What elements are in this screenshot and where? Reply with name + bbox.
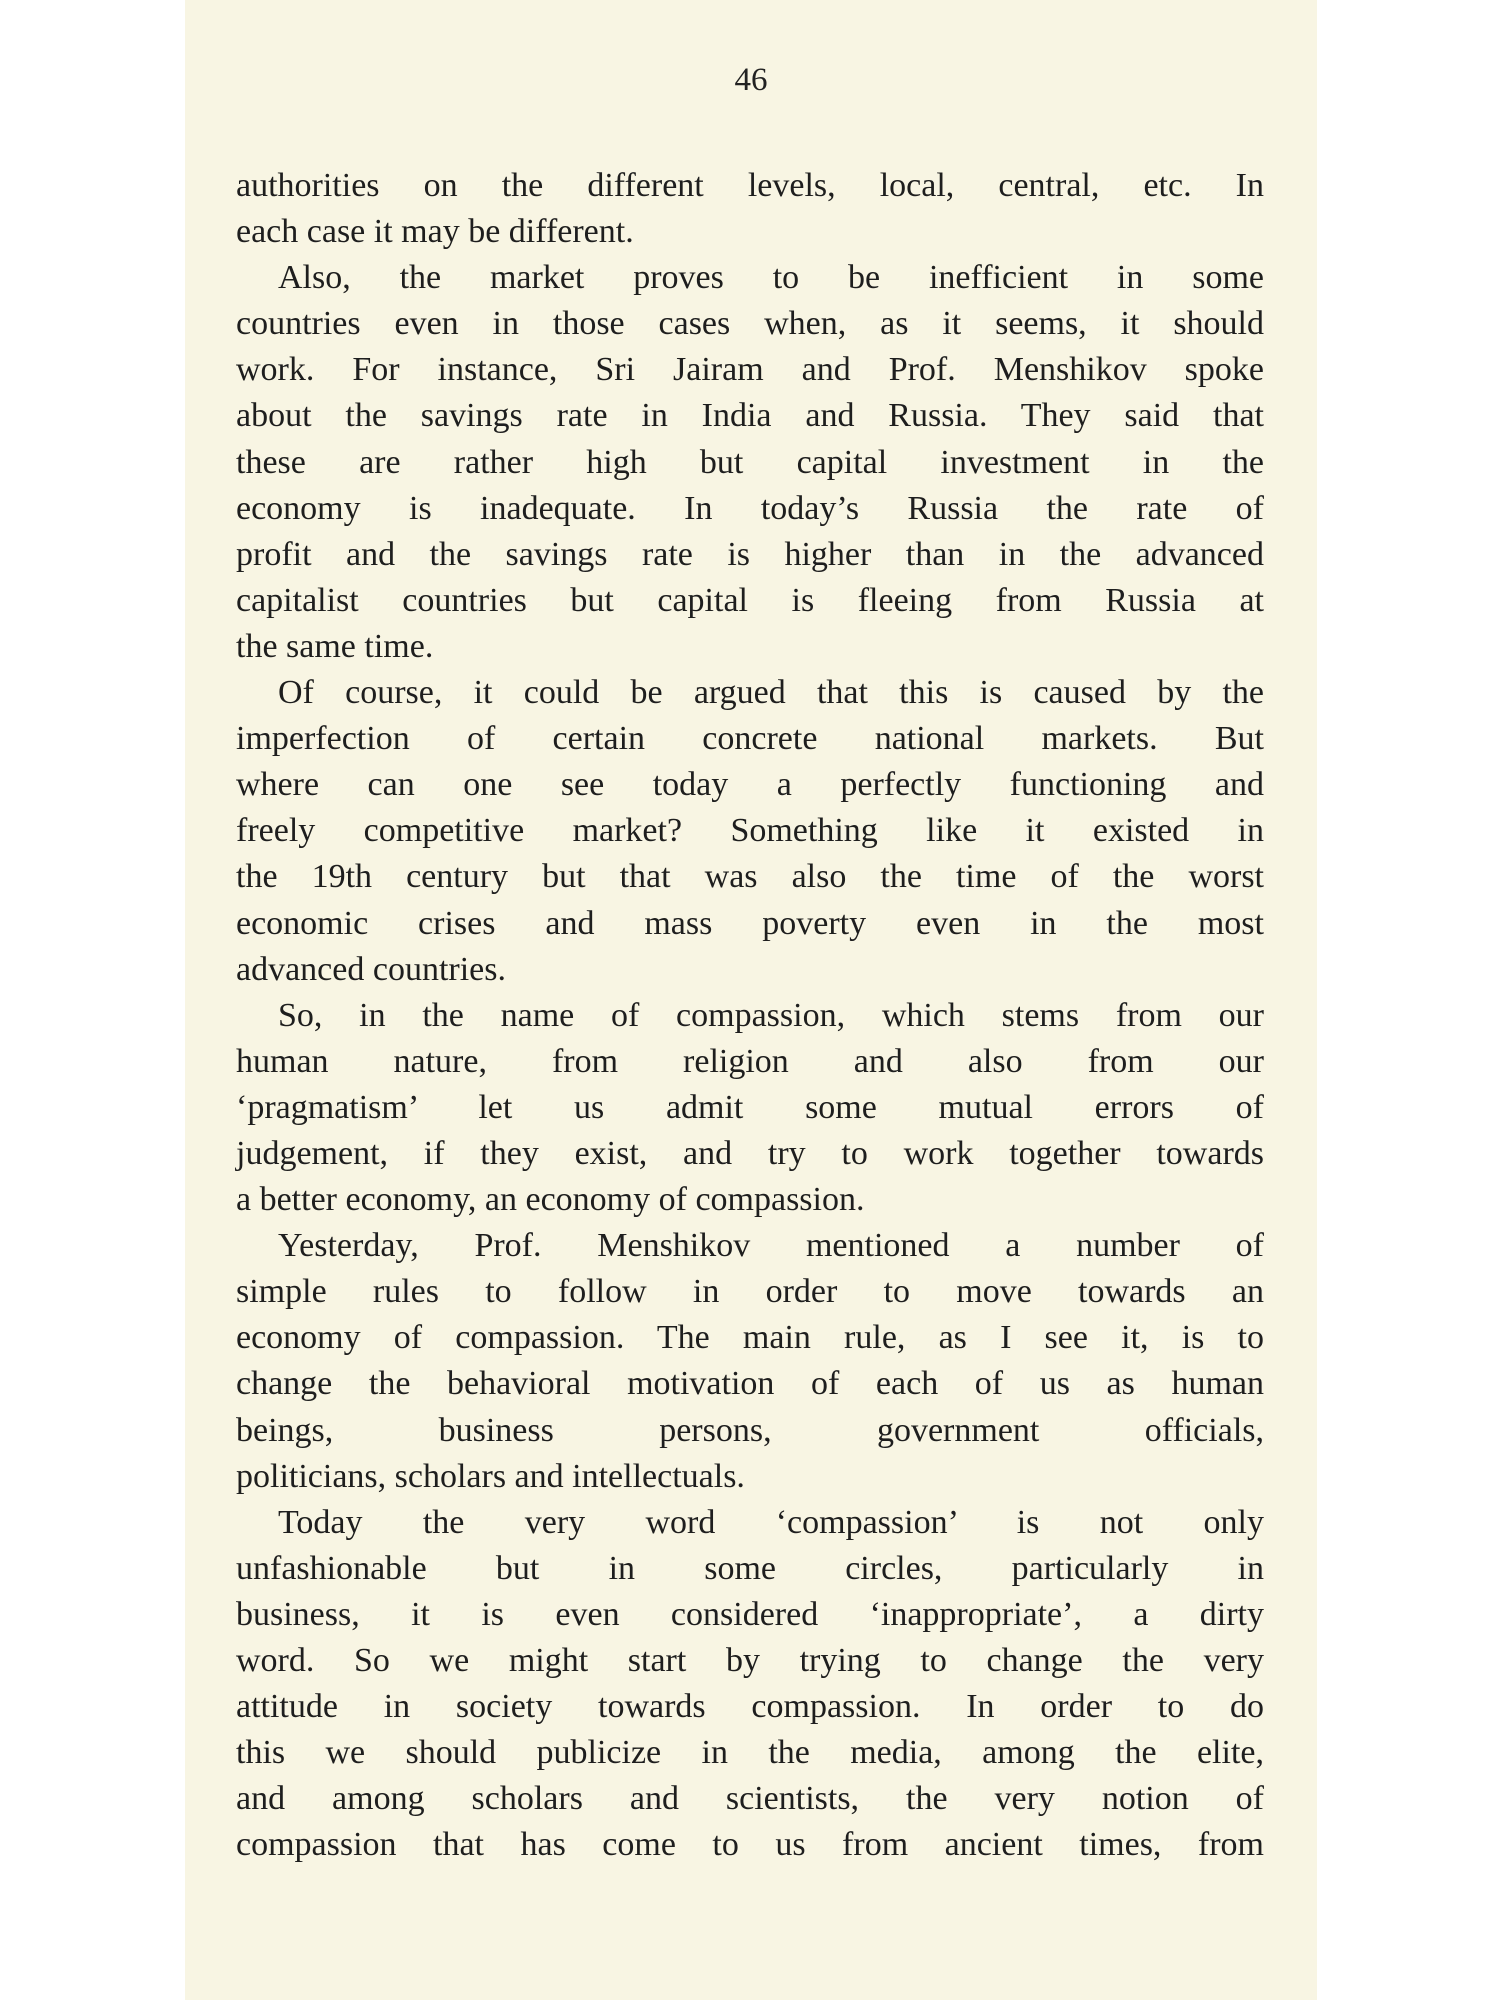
text-line: attitude in society towards compassion. In order to do (236, 1688, 1264, 1726)
text-line: these are rather high but capital investment in the (236, 443, 1264, 481)
text-line: the 19th century but that was also the time of the worst (236, 858, 1264, 896)
text-line: the same time. (236, 627, 434, 665)
text-line: authorities on the different levels, local, central, etc. In (236, 167, 1264, 204)
text-line: countries even in those cases when, as it seems, it should (236, 305, 1264, 343)
text-line: simple rules to follow in order to move towards an (236, 1273, 1264, 1311)
text-line: compassion that has come to us from ancient times, from (236, 1826, 1264, 1864)
text-line: advanced countries. (236, 950, 506, 988)
text-line: profit and the savings rate is higher than in the advanced (236, 535, 1264, 573)
text-line: capitalist countries but capital is fleeing from Russia at (236, 581, 1264, 619)
paragraph-first-line: Also, the market proves to be inefficient in some (278, 259, 1264, 297)
text-line: work. For instance, Sri Jairam and Prof. Menshikov spoke (236, 351, 1264, 389)
paragraph-first-line: Today the very word ‘compassion’ is not only (278, 1503, 1264, 1541)
text-line: economy of compassion. The main rule, as I see it, is to (236, 1319, 1264, 1357)
text-line: this we should publicize in the media, among the elite, (236, 1734, 1264, 1772)
body-text (236, 163, 1264, 1868)
text-line: imperfection of certain concrete national markets. But (236, 720, 1264, 758)
text-line: about the savings rate in India and Russia. They said that (236, 397, 1264, 435)
text-line: beings, business persons, government officials, (236, 1411, 1264, 1449)
text-line: change the behavioral motivation of each of us as human (236, 1365, 1264, 1403)
text-line: unfashionable but in some circles, particularly in (236, 1549, 1264, 1587)
text-line: politicians, scholars and intellectuals. (236, 1457, 745, 1495)
text-line: ‘pragmatism’ let us admit some mutual errors of (236, 1088, 1264, 1126)
text-line: and among scholars and scientists, the very notion of (236, 1780, 1264, 1818)
paragraph-first-line: So, in the name of compassion, which stems from our (278, 996, 1264, 1034)
text-line: freely competitive market? Something like it existed in (236, 812, 1264, 850)
text-line: word. So we might start by trying to change the very (236, 1642, 1264, 1679)
text-line: economy is inadequate. In today’s Russia the rate of (236, 489, 1264, 527)
paragraph-first-line: Yesterday, Prof. Menshikov mentioned a number of (278, 1227, 1264, 1265)
text-line: economic crises and mass poverty even in the most (236, 904, 1264, 942)
book-page (185, 0, 1317, 2000)
text-line: human nature, from religion and also from our (236, 1042, 1264, 1080)
paragraph-first-line: Of course, it could be argued that this is caused by the (278, 674, 1264, 712)
text-line: each case it may be different. (236, 213, 634, 251)
page-number: 46 (734, 62, 768, 98)
text-line: business, it is even considered ‘inappropriate’, a dirty (236, 1595, 1264, 1633)
text-line: a better economy, an economy of compassion. (236, 1181, 865, 1219)
text-line: where can one see today a perfectly functioning and (236, 766, 1264, 804)
text-line: judgement, if they exist, and try to work together towards (236, 1134, 1264, 1172)
